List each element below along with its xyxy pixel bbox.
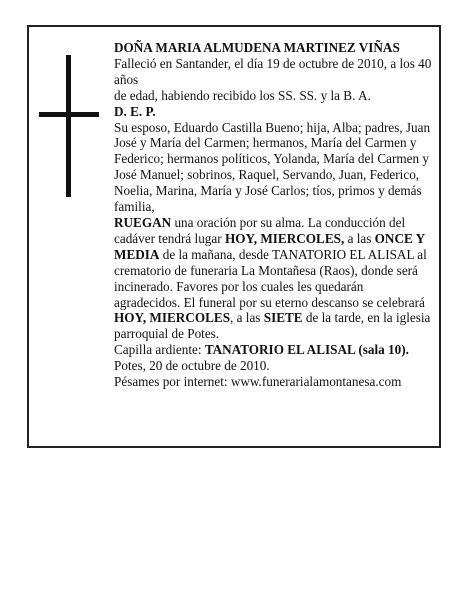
death-line-2: de edad, habiendo recibido los SS. SS. y la B. A. <box>114 87 371 103</box>
once-y-media: ONCE Y MEDIA <box>114 230 425 262</box>
death-line-1: Falleció en Santander, el día 19 de octubre de 2010, a los 40 años <box>114 55 432 87</box>
deceased-name: DOÑA MARIA ALMUDENA MARTINEZ VIÑAS <box>114 40 400 55</box>
a-las-1: a las <box>344 230 375 246</box>
cross-icon <box>39 55 99 197</box>
family-paragraph: Su esposo, Eduardo Castilla Bueno; hija, Alba; padres, Juan José y María del Carmen; hermanos, María del Carmen y Federico; hermanos políticos, Yolanda, María del Carmen y José Manuel; sobrinos, Raquel, Servando, Juan, Federico, Noelia, Marina, María y José Carlos; tíos, primos y demás familia, <box>114 119 431 215</box>
siete: SIETE <box>263 310 303 326</box>
ruegan-rest: una oración por su alma. La conducción del cadáver tendrá lugar <box>114 214 406 246</box>
tanatorio-name: TANATORIO EL ALISAL (sala 10). <box>204 342 409 358</box>
ruegan-word: RUEGAN <box>114 214 172 230</box>
cross-horizontal-bar <box>39 112 99 117</box>
capilla-label: Capilla ardiente: <box>114 342 205 358</box>
obituary-notice <box>27 25 441 448</box>
notice-text <box>114 40 432 390</box>
a-las-2: , a las <box>230 310 264 326</box>
service-paragraph <box>114 215 432 342</box>
dep-line: D. E. P. <box>114 103 156 119</box>
capilla-line <box>114 342 432 358</box>
evening-rest: de la tarde, en la iglesia parroquial de Potes. <box>114 310 431 342</box>
cross-vertical-bar <box>66 55 71 197</box>
hoy-miercoles-1: HOY, MIERCOLES, <box>224 230 345 246</box>
hoy-miercoles-2: HOY, MIERCOLES <box>114 310 231 326</box>
morning-rest: de la mañana, desde TANATORIO EL ALISAL al crematorio de funeraria La Montañesa (Raos), donde será incinerado. Favores por los cuales les quedarán agradecidos. El funeral por su eterno descanso se celebrará <box>114 246 427 310</box>
place-date: Potes, 20 de octubre de 2010. <box>114 358 270 374</box>
pesames-line: Pésames por internet: www.funerarialamontanesa.com <box>114 374 402 390</box>
